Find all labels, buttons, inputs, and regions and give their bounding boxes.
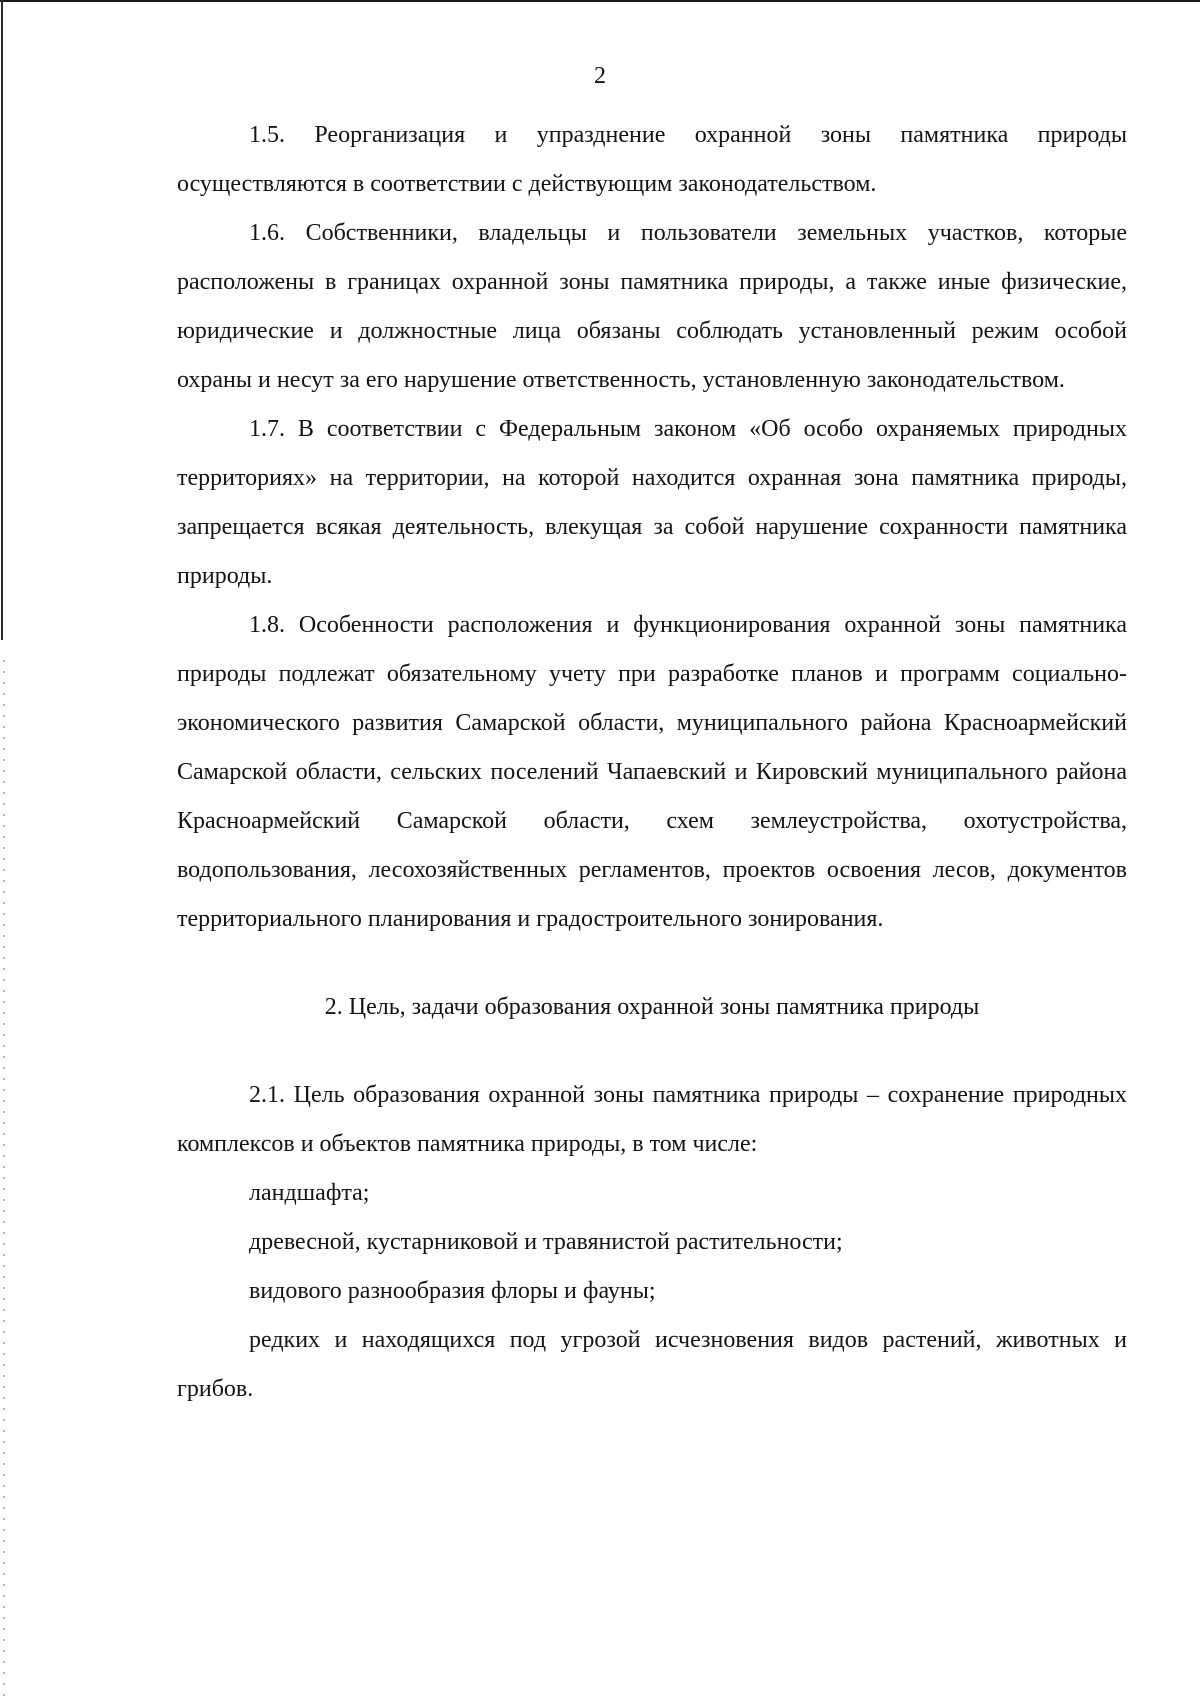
scan-edge-left	[1, 0, 3, 640]
page-number: 2	[594, 63, 606, 89]
list-item-biodiversity: видового разнообразия флоры и фауны;	[249, 1278, 656, 1304]
scan-edge-left-dots	[3, 660, 5, 1700]
paragraph-1-8: 1.8. Особенности расположения и функционирования охранной зоны памятника природы подлежат обязательному учету при разработке планов и программ социально-экономического развития Самарской области, муниципального района Красноармейский Самарской области, сельских поселений Чапаевский и Кировский муниципального района Красноармейский Самарской области, схем землеустройства, охотустройства, водопользования, лесохозяйственных регламентов, проектов освоения лесов, документов территориального планирования и градостроительного зонирования.	[177, 612, 1127, 932]
paragraph-1-6: 1.6. Собственники, владельцы и пользователи земельных участков, которые расположены в границах охранной зоны памятника природы, а также иные физические, юридические и должностные лица обязаны соблюдать установленный режим особой охраны и несут за его нарушение ответственность, установленную законодательством.	[177, 220, 1127, 393]
scan-edge-top	[0, 0, 1200, 2]
paragraph-1-5: 1.5. Реорганизация и упразднение охранной зоны памятника природы осуществляются в соответствии с действующим законодательством.	[177, 122, 1127, 197]
document-body	[177, 111, 1127, 1414]
paragraph-1-7: 1.7. В соответствии с Федеральным законом «Об особо охраняемых природных территориях» на территории, на которой находится охранная зона памятника природы, запрещается всякая деятельность, влекущая за собой нарушение сохранности памятника природы.	[177, 416, 1127, 589]
section-2-heading: 2. Цель, задачи образования охранной зоны памятника природы	[324, 994, 980, 1020]
list-item-rare-species: редких и находящихся под угрозой исчезновения видов растений, животных и грибов.	[177, 1327, 1127, 1402]
list-item-vegetation: древесной, кустарниковой и травянистой растительности;	[249, 1229, 843, 1255]
paragraph-2-1: 2.1. Цель образования охранной зоны памятника природы – сохранение природных комплексов и объектов памятника природы, в том числе:	[177, 1082, 1127, 1157]
list-item-landscape: ландшафта;	[249, 1180, 370, 1206]
